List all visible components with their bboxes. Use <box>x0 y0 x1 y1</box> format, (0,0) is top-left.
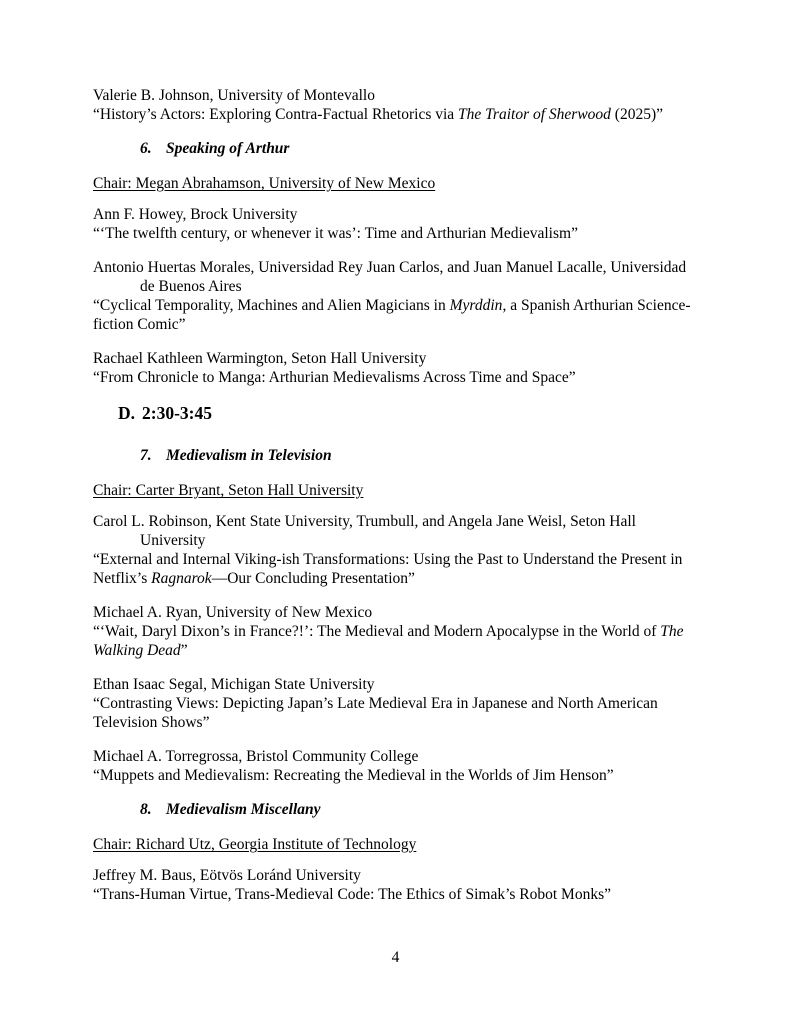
paper-entry <box>93 349 707 387</box>
session-title: Medievalism in Television <box>166 447 332 464</box>
timeslot-heading <box>93 402 707 424</box>
text: “‘Wait, Daryl Dixon’s in France?!’: The Medieval and Modern Apocalypse in the World of <box>93 623 661 640</box>
session-number: 8. <box>140 801 152 818</box>
paper-entry <box>93 258 707 334</box>
speaker-line: Carol L. Robinson, Kent State University, Trumbull, and Angela Jane Weisl, Seton Hall <box>93 513 636 530</box>
paper-title-line <box>93 315 707 334</box>
italic-text: The Traitor of Sherwood <box>458 106 611 123</box>
paper-entry <box>93 747 707 785</box>
paper-entry <box>93 603 707 660</box>
paper-title-line <box>93 766 707 785</box>
speaker-line: University <box>140 532 206 549</box>
session-heading <box>93 139 707 158</box>
text: fiction Comic” <box>93 316 186 333</box>
chair-text: Chair: Richard Utz, Georgia Institute of Technology <box>93 836 417 853</box>
speaker-line: de Buenos Aires <box>140 278 242 295</box>
paper-entry <box>93 675 707 732</box>
text: “From Chronicle to Manga: Arthurian Medievalisms Across Time and Space” <box>93 369 576 386</box>
text: , a Spanish Arthurian Science- <box>502 297 691 314</box>
paper-title-line <box>93 368 707 387</box>
text: “Muppets and Medievalism: Recreating the Medieval in the Worlds of Jim Henson” <box>93 767 614 784</box>
session-number: 7. <box>140 447 152 464</box>
text: “‘The twelfth century, or whenever it was’: Time and Arthurian Medievalism” <box>93 225 578 242</box>
chair-text: Chair: Carter Bryant, Seton Hall University <box>93 482 364 499</box>
text: “Contrasting Views: Depicting Japan’s Late Medieval Era in Japanese and North American <box>93 695 658 712</box>
paper-title-line <box>93 550 707 569</box>
text: “Cyclical Temporality, Machines and Alien Magicians in <box>93 297 450 314</box>
italic-text: Ragnarok <box>151 570 212 587</box>
speaker-line: Antonio Huertas Morales, Universidad Rey Juan Carlos, and Juan Manuel Lacalle, Universidad <box>93 259 687 276</box>
text: (2025)” <box>610 106 663 123</box>
paper-title-line <box>93 641 707 660</box>
speaker-line: Michael A. Torregrossa, Bristol Community College <box>93 748 419 765</box>
paper-title-line <box>93 622 707 641</box>
paper-title-line <box>93 569 707 588</box>
session-number: 6. <box>140 140 152 157</box>
chair-line <box>93 835 707 854</box>
italic-text: Myrddin <box>449 297 503 314</box>
text: “External and Internal Viking-ish Transformations: Using the Past to Understand the Present in <box>93 551 683 568</box>
speaker-line: Ann F. Howey, Brock University <box>93 206 298 223</box>
text: —Our Concluding Presentation” <box>211 570 415 587</box>
text: “Trans-Human Virtue, Trans-Medieval Code: The Ethics of Simak’s Robot Monks” <box>93 886 612 903</box>
speaker-line: Valerie B. Johnson, University of Montevallo <box>93 87 375 104</box>
session-title: Speaking of Arthur <box>166 140 290 157</box>
paper-title-line <box>93 296 707 315</box>
italic-text: Walking Dead <box>93 642 181 659</box>
chair-line <box>93 174 707 193</box>
session-heading <box>93 800 707 819</box>
chair-line <box>93 481 707 500</box>
italic-text: The <box>660 623 684 640</box>
paper-title-line <box>93 713 707 732</box>
chair-text: Chair: Megan Abrahamson, University of New Mexico <box>93 175 436 192</box>
paper-title-line <box>93 885 707 904</box>
text: “History’s Actors: Exploring Contra-Factual Rhetorics via <box>93 106 459 123</box>
speaker-line: Ethan Isaac Segal, Michigan State University <box>93 676 375 693</box>
text: Television Shows” <box>93 714 210 731</box>
timeslot-letter: D. <box>118 403 136 423</box>
session-heading <box>93 446 707 465</box>
speaker-line: Rachael Kathleen Warmington, Seton Hall University <box>93 350 427 367</box>
speaker-line: Michael A. Ryan, University of New Mexico <box>93 604 373 621</box>
paper-title-line <box>93 224 707 243</box>
paper-entry <box>93 866 707 904</box>
paper-entry <box>93 205 707 243</box>
page-number: 4 <box>391 949 400 966</box>
paper-entry <box>93 512 707 588</box>
timeslot-time: 2:30-3:45 <box>142 403 212 423</box>
paper-title-line <box>93 694 707 713</box>
paper-title-line <box>93 105 707 124</box>
text: Netflix’s <box>93 570 152 587</box>
page-footer <box>0 948 791 967</box>
text: ” <box>180 642 188 659</box>
paper-entry <box>93 86 707 124</box>
speaker-line: Jeffrey M. Baus, Eötvös Loránd University <box>93 867 361 884</box>
session-title: Medievalism Miscellany <box>166 801 321 818</box>
